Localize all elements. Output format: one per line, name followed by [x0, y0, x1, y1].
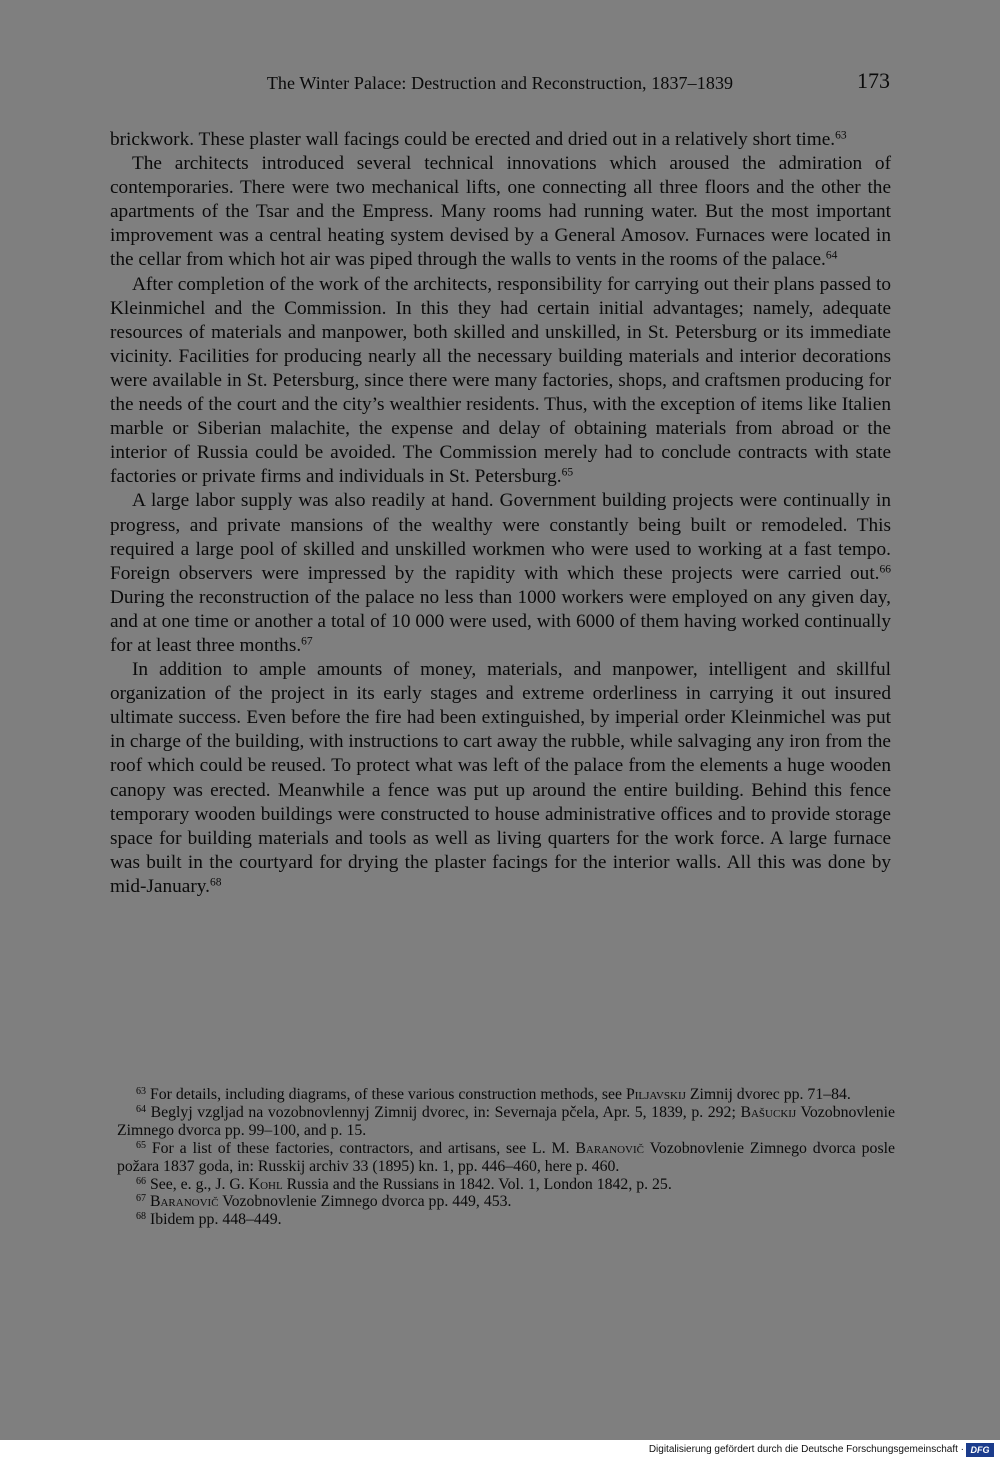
paragraph-text: brickwork. These plaster wall facings could be erected and dried out in a relatively short time.: [110, 129, 836, 150]
digitization-credit-bar: [0, 1440, 1000, 1462]
footnote-reference: 66: [879, 563, 891, 576]
footnote-text: See, e. g., J. G.: [149, 1175, 249, 1193]
footnote-text: Vozobnovlenie Zimnego dvorca posle požara 1837 goda, in: Russkij archiv 33 (1895) kn. 1, pp. 446–460, here p. 460.: [117, 1139, 895, 1175]
footnote-text: Vozobnovlenie Zimnego dvorca pp. 99–100, and p. 15.: [117, 1103, 895, 1139]
page-number: 173: [857, 68, 890, 93]
footnote-reference: 63: [835, 129, 847, 142]
footnote-number: 68: [136, 1211, 146, 1223]
footnote-text: Beglyj vzgljad na vozobnovlennyj Zimnij dvorec, in: Severnaja pčela, Apr. 5, 1839, p. 292;: [150, 1103, 741, 1121]
paragraph-text: After completion of the work of the architects, responsibility for carrying out their plans passed to Kleinmichel and the Commission. In this they had certain initial advantages; namely, adequate resources of materials and manpower, both skilled and unskilled, in St. Petersburg or its immediate vicinity. Facilities for producing nearly all the necessary building materials and interior decorations were available in St. Petersburg, since there were many factories, shops, and craftsmen producing for the needs of the court and the city’s wealthier residents. Thus, with the exception of items like Italien marble or Siberian malachite, the expense and delay of obtaining materials from abroad or the interior of Russia could be avoided. The Commission merely had to conclude contracts with state factories or private firms and individuals in St. Petersburg.: [110, 273, 891, 488]
footnotes: [117, 1086, 895, 1229]
footnote-reference: 65: [561, 467, 574, 479]
dfg-logo: DFG: [966, 1443, 994, 1457]
footnote-text: Russia and the Russians in 1842. Vol. 1, London 1842, p. 25.: [282, 1175, 672, 1193]
footnote-66: [117, 1176, 895, 1194]
paragraph-1: [110, 128, 891, 152]
digitization-credit: Digitalisierung gefördert durch die Deutsche Forschungsgemeinschaft ·: [648, 1444, 964, 1455]
footnote-64: [117, 1104, 895, 1140]
paragraph-5: [110, 658, 891, 899]
footnote-68: [117, 1211, 895, 1229]
footnote-text: Vozobnovlenie Zimnego dvorca pp. 449, 453.: [218, 1193, 512, 1211]
footnote-text: Zimnij dvorec pp. 71–84.: [685, 1086, 851, 1103]
footnote-reference: 67: [301, 635, 313, 648]
footnote-number: 65: [136, 1139, 146, 1151]
paragraph-4: [110, 489, 891, 658]
footnote-number: 63: [136, 1086, 146, 1097]
footnote-text: For a list of these factories, contractors, and artisans, see L. M.: [151, 1139, 576, 1157]
author-name: Baranovič: [575, 1139, 644, 1157]
footnote-65: [117, 1140, 895, 1176]
footnote-text: Ibidem pp. 448–449.: [149, 1211, 282, 1229]
footnote-reference: 64: [825, 250, 838, 263]
author-name: Kohl: [248, 1175, 283, 1193]
author-name: Baranovič: [149, 1193, 219, 1211]
paragraph-3: [110, 273, 891, 490]
paragraph-text: During the reconstruction of the palace no less than 1000 workers were employed on any given day, and at one time or another a total of 10 000 were used, with 6000 of them having worked continually for at least three months.: [110, 586, 891, 656]
paragraph-text: A large labor supply was also readily at hand. Government building projects were continually in progress, and private mansions of the wealthy were constantly being built or remodeled. This required a large pool of skilled and unskilled workmen who were used to working at a fast tempo. Foreign observers were impressed by the rapidity with which these projects were carried out.: [110, 490, 891, 584]
footnote-reference: 68: [209, 876, 222, 889]
footnote-67: [117, 1193, 895, 1211]
paragraph-text: In addition to ample amounts of money, materials, and manpower, intelligent and skillful organization of the project in its early stages and extreme orderliness in carrying it out insured ultimate success. Even before the fire had been extinguished, by imperial order Kleinmichel was put in charge of the building, with instructions to cart away the rubble, while salvaging any iron from the roof which could be reused. To protect what was left of the palace from the elements a huge wooden canopy was erected. Meanwhile a fence was put up around the entire building. Behind this fence temporary wooden buildings were constructed to house administrative offices and to provide storage space for building materials and tools as well as living quarters for the work force. A large furnace was built in the courtyard for drying the plaster facings for the interior walls. All this was done by mid-January.: [110, 659, 891, 897]
footnote-number: 66: [136, 1175, 146, 1187]
footnote-number: 67: [136, 1193, 146, 1205]
running-header: [110, 68, 890, 98]
paragraph-2: [110, 152, 891, 272]
running-title: The Winter Palace: Destruction and Reconstruction, 1837–1839: [266, 73, 734, 93]
author-name: Bašuckij: [740, 1103, 797, 1121]
body-text: [110, 128, 891, 899]
author-name: Piljavskij: [625, 1086, 686, 1103]
footnote-63: [117, 1086, 895, 1104]
footnote-number: 64: [136, 1103, 146, 1115]
paragraph-text: The architects introduced several technical innovations which aroused the admiration of contemporaries. There were two mechanical lifts, one connecting all three floors and the other the apartments of the Tsar and the Empress. Many rooms had running water. But the most important improvement was a central heating system devised by a General Amosov. Furnaces were located in the cellar from which hot air was piped through the walls to vents in the rooms of the palace.: [110, 153, 891, 271]
footnote-text: For details, including diagrams, of these various construction methods, see: [149, 1086, 626, 1103]
